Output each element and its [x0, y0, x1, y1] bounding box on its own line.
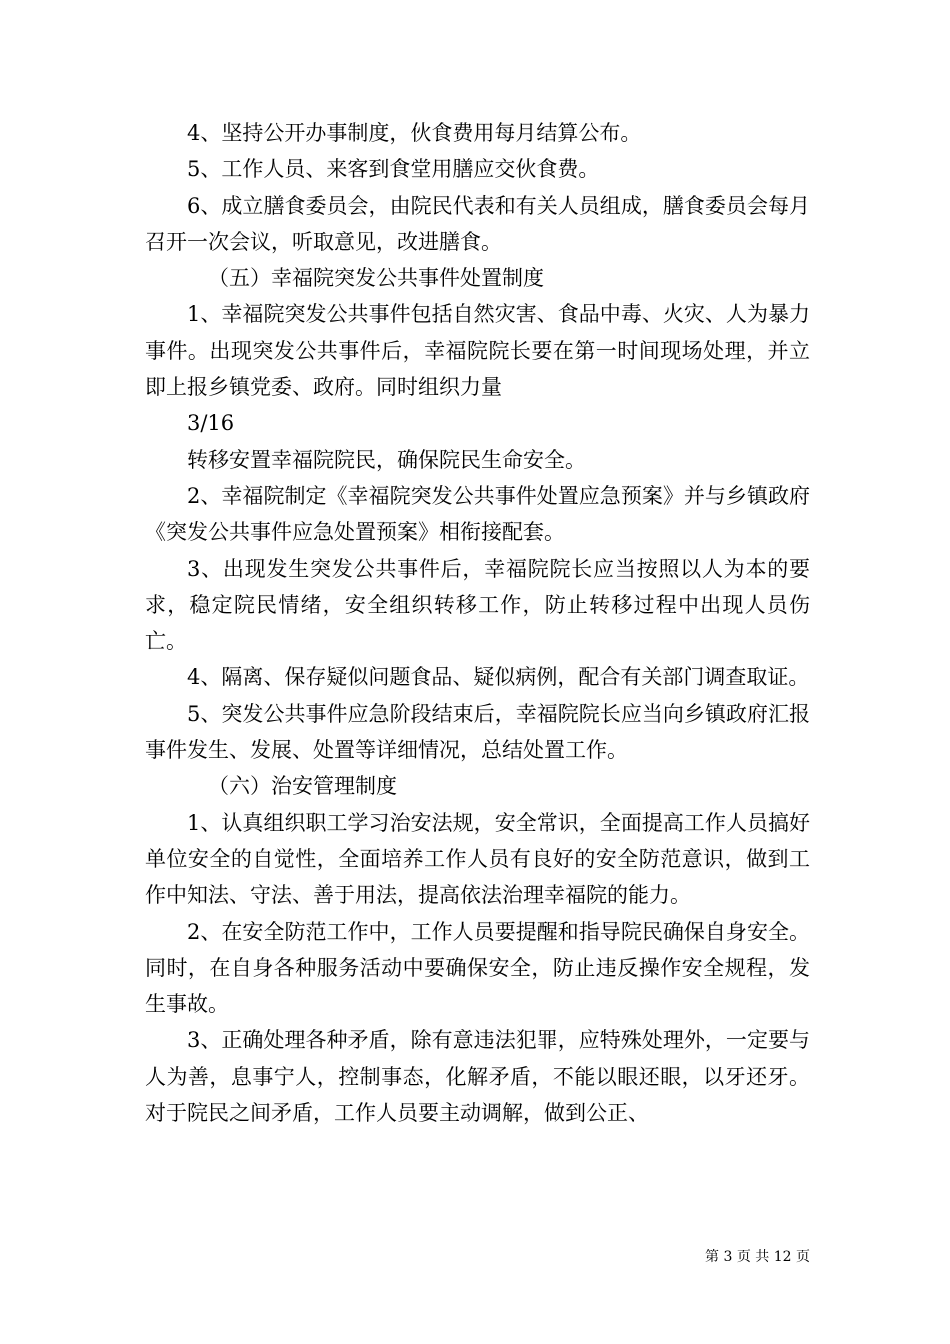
paragraph: 2、在安全防范工作中，工作人员要提醒和指导院民确保自身安全。同时，在自身各种服务活动中要确保安全，防止违反操作安全规程，发生事故。 [145, 919, 810, 1017]
section-heading: （五）幸福院突发公共事件处置制度 [208, 266, 544, 291]
paragraph: 1、幸福院突发公共事件包括自然灾害、食品中毒、火灾、人为暴力事件。出现突发公共事件后，幸福院院长要在第一时间现场处理，并立即上报乡镇党委、政府。同时组织力量 [145, 302, 810, 400]
section-heading: （六）治安管理制度 [208, 774, 397, 799]
paragraph: 2、幸福院制定《幸福院突发公共事件处置应急预案》并与乡镇政府《突发公共事件应急处置预案》相衔接配套。 [145, 483, 810, 545]
paragraph: 6、成立膳食委员会，由院民代表和有关人员组成，膳食委员会每月召开一次会议，听取意见，改进膳食。 [145, 193, 810, 254]
paragraph: 5、突发公共事件应急阶段结束后，幸福院院长应当向乡镇政府汇报事件发生、发展、处置等详细情况，总结处置工作。 [145, 701, 810, 763]
inline-page-number: 3/16 [187, 411, 235, 436]
paragraph: 4、坚持公开办事制度，伙食费用每月结算公布。 [187, 121, 642, 145]
page-footer: 第 3 页 共 12 页 [705, 1249, 810, 1265]
paragraph: 1、认真组织职工学习治安法规，安全常识，全面提高工作人员搞好单位安全的自觉性，全面培养工作人员有良好的安全防范意识，做到工作中知法、守法、善于用法，提高依法治理幸福院的能力。 [145, 810, 810, 908]
body-text [145, 115, 810, 1131]
paragraph: 3、正确处理各种矛盾，除有意违法犯罪，应特殊处理外，一定要与人为善，息事宁人，控制事态，化解矛盾，不能以眼还眼，以牙还牙。对于院民之间矛盾，工作人员要主动调解，做到公正、 [145, 1028, 810, 1126]
paragraph: 3、出现发生突发公共事件后，幸福院院长应当按照以人为本的要求，稳定院民情绪，安全组织转移工作，防止转移过程中出现人员伤亡。 [145, 556, 810, 654]
paragraph: 4、隔离、保存疑似问题食品、疑似病例，配合有关部门调查取证。 [187, 665, 810, 690]
paragraph: 5、工作人员、来客到食堂用膳应交伙食费。 [187, 157, 600, 182]
paragraph: 转移安置幸福院院民，确保院民生命安全。 [187, 447, 586, 472]
